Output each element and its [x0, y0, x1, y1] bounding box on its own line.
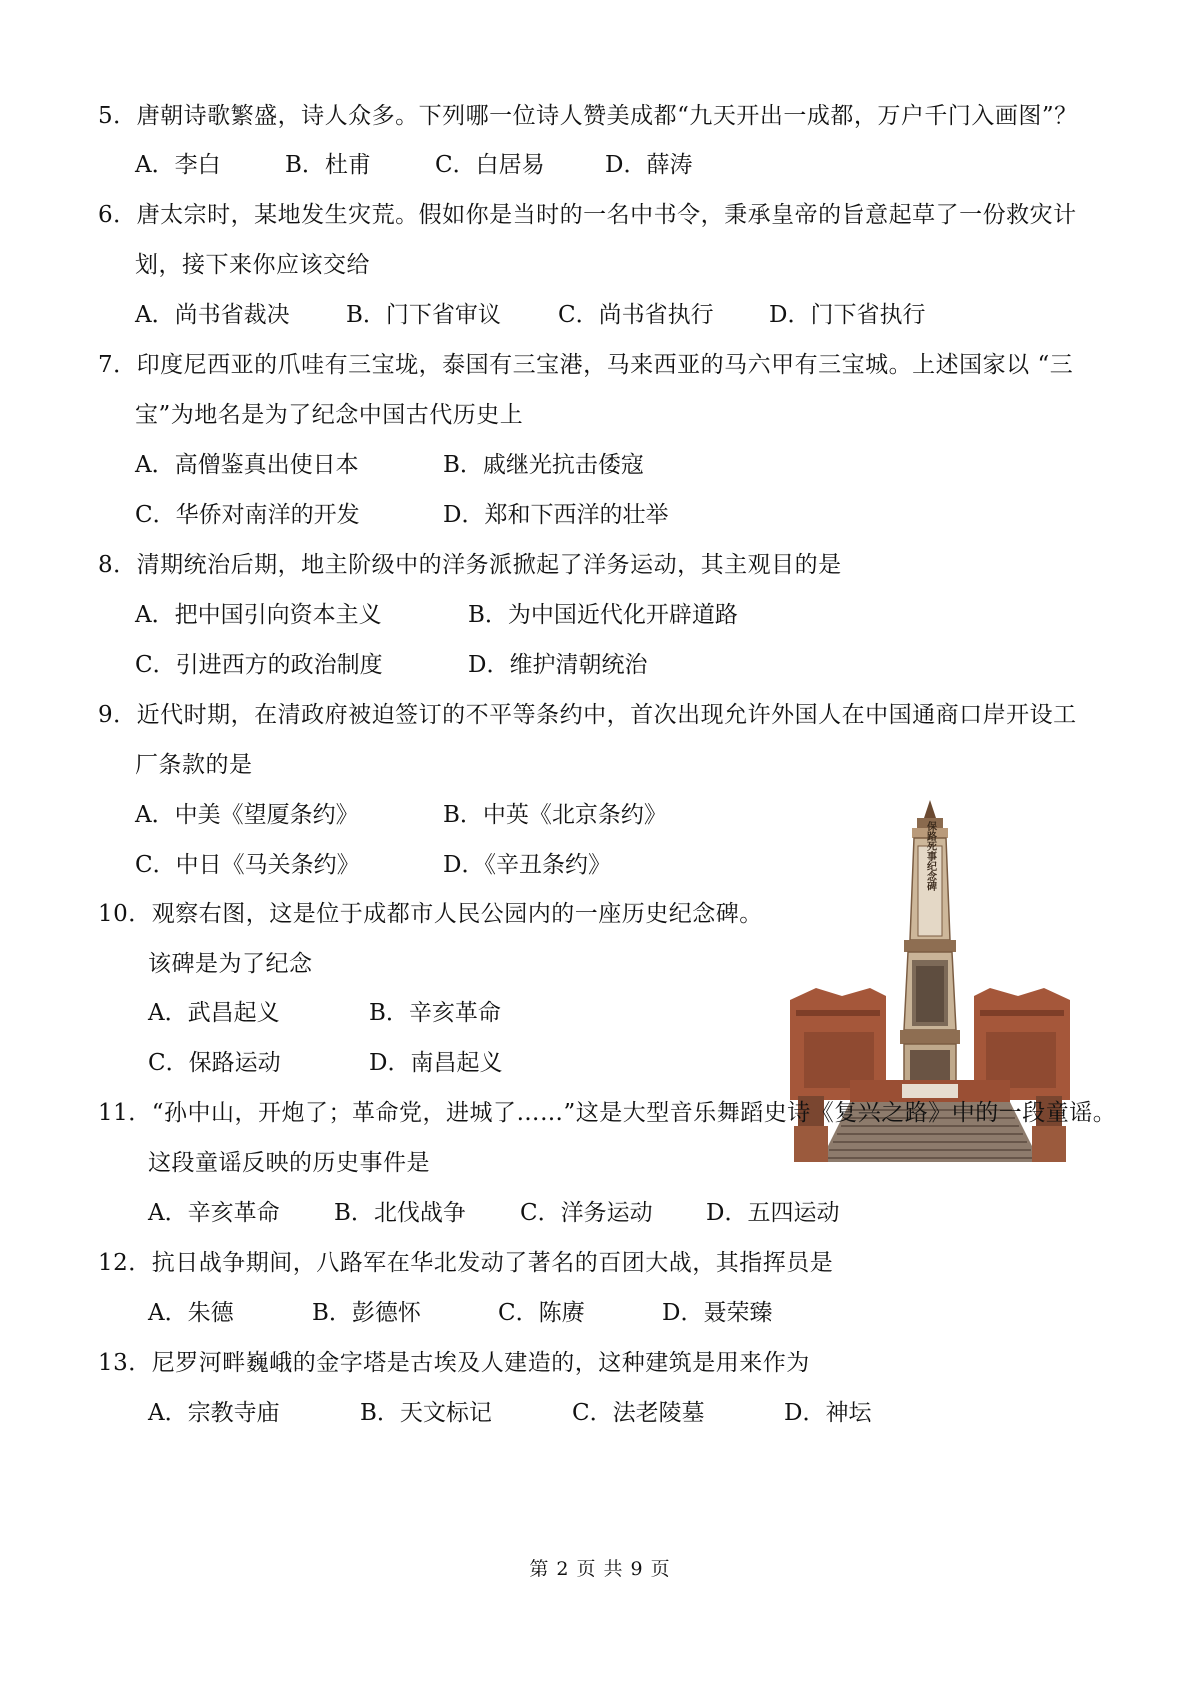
option-a[interactable]: A．中美《望厦条约》 — [135, 802, 359, 828]
question-12-stem: 12．抗日战争期间，八路军在华北发动了著名的百团大战，其指挥员是 — [98, 1250, 834, 1276]
question-7-stem: 7．印度尼西亚的爪哇有三宝垅，泰国有三宝港，马来西亚的马六甲有三宝城。上述国家以 “三 — [98, 352, 1074, 378]
option-b[interactable]: B．辛亥革命 — [369, 1000, 501, 1026]
option-d[interactable]: D．神坛 — [784, 1400, 872, 1426]
option-c[interactable]: C．尚书省执行 — [558, 302, 714, 328]
option-c[interactable]: C．法老陵墓 — [572, 1400, 705, 1426]
question-9-options-row2 — [135, 850, 775, 880]
option-a[interactable]: A．李白 — [135, 152, 221, 178]
option-d[interactable]: D．五四运动 — [706, 1200, 840, 1226]
question-10-options-row1 — [148, 998, 748, 1028]
question-5-options — [135, 150, 835, 180]
question-8-options-row1 — [135, 600, 835, 630]
question-11-options — [148, 1198, 948, 1228]
option-b[interactable]: B．中英《北京条约》 — [443, 802, 667, 828]
option-b[interactable]: B．彭德怀 — [312, 1300, 421, 1326]
option-d[interactable]: D．郑和下西洋的壮举 — [443, 502, 669, 528]
option-b[interactable]: B．天文标记 — [360, 1400, 492, 1426]
question-10-stem-cont: 该碑是为了纪念 — [148, 951, 313, 977]
question-11-stem: 11．“孙中山，开炮了；革命党，进城了……”这是大型音乐舞蹈史诗《复兴之路》中的一段童谣。 — [98, 1100, 1117, 1126]
option-b[interactable]: B．戚继光抗击倭寇 — [443, 452, 644, 478]
question-11-stem-cont: 这段童谣反映的历史事件是 — [148, 1150, 430, 1176]
option-c[interactable]: C．白居易 — [435, 152, 545, 178]
question-8-options-row2 — [135, 650, 835, 680]
option-b[interactable]: B．北伐战争 — [334, 1200, 466, 1226]
option-a[interactable]: A．高僧鉴真出使日本 — [135, 452, 359, 478]
question-10-options-row2 — [148, 1048, 748, 1078]
question-13-options — [148, 1398, 948, 1428]
question-5-stem: 5．唐朝诗歌繁盛，诗人众多。下列哪一位诗人赞美成都“九天开出一成都，万户千门入画图”？ — [98, 103, 1078, 129]
option-c[interactable]: C．引进西方的政治制度 — [135, 652, 383, 678]
question-6-stem-cont: 划，接下来你应该交给 — [135, 252, 370, 278]
option-c[interactable]: C．中日《马关条约》 — [135, 852, 360, 878]
option-b[interactable]: B．门下省审议 — [346, 302, 501, 328]
option-c[interactable]: C．保路运动 — [148, 1050, 281, 1076]
question-10-stem: 10．观察右图，这是位于成都市人民公园内的一座历史纪念碑。 — [98, 901, 763, 927]
option-d[interactable]: D．《辛丑条约》 — [443, 852, 611, 878]
question-6-stem: 6．唐太宗时，某地发生灾荒。假如你是当时的一名中书令，秉承皇帝的旨意起草了一份救灾计 — [98, 202, 1077, 228]
monument-caption: 保路死事纪念碑 — [924, 821, 936, 891]
question-7-stem-cont: 宝”为地名是为了纪念中国古代历史上 — [135, 402, 524, 428]
question-7-options-row1 — [135, 450, 835, 480]
question-7-options-row2 — [135, 500, 835, 530]
option-d[interactable]: D．南昌起义 — [369, 1050, 503, 1076]
page-footer: 第 2 页 共 9 页 — [529, 1558, 671, 1580]
question-8-stem: 8．清期统治后期，地主阶级中的洋务派掀起了洋务运动，其主观目的是 — [98, 552, 842, 578]
option-a[interactable]: A．把中国引向资本主义 — [135, 602, 382, 628]
question-9-stem: 9．近代时期，在清政府被迫签订的不平等条约中，首次出现允许外国人在中国通商口岸开设工 — [98, 702, 1077, 728]
option-b[interactable]: B．为中国近代化开辟道路 — [468, 602, 738, 628]
option-c[interactable]: C．洋务运动 — [520, 1200, 653, 1226]
option-c[interactable]: C．陈赓 — [498, 1300, 585, 1326]
question-6-options — [135, 300, 1035, 330]
question-12-options — [148, 1298, 948, 1328]
option-d[interactable]: D．维护清朝统治 — [468, 652, 648, 678]
question-9-options-row1 — [135, 800, 775, 830]
option-d[interactable]: D．薛涛 — [605, 152, 693, 178]
option-a[interactable]: A．宗教寺庙 — [148, 1400, 280, 1426]
option-a[interactable]: A．武昌起义 — [148, 1000, 280, 1026]
option-a[interactable]: A．尚书省裁决 — [135, 302, 290, 328]
question-9-stem-cont: 厂条款的是 — [135, 752, 253, 778]
option-c[interactable]: C．华侨对南洋的开发 — [135, 502, 360, 528]
option-b[interactable]: B．杜甫 — [285, 152, 371, 178]
option-d[interactable]: D．聂荣臻 — [662, 1300, 773, 1326]
question-13-stem: 13．尼罗河畔巍峨的金字塔是古埃及人建造的，这种建筑是用来作为 — [98, 1350, 810, 1376]
option-a[interactable]: A．辛亥革命 — [148, 1200, 280, 1226]
option-a[interactable]: A．朱德 — [148, 1300, 234, 1326]
option-d[interactable]: D．门下省执行 — [769, 302, 926, 328]
